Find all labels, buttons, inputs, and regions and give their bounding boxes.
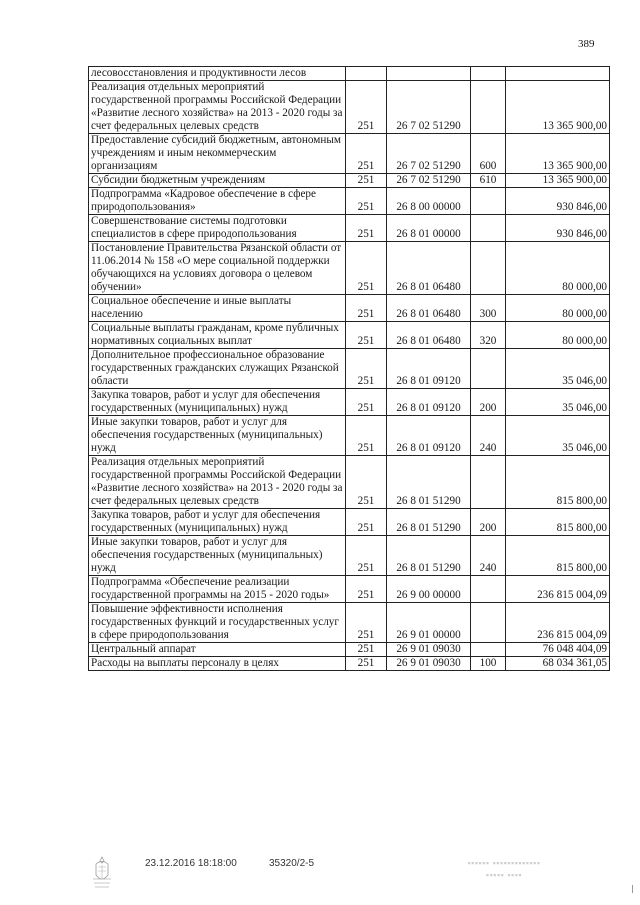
cell-csr: 26 8 01 51290: [387, 536, 471, 576]
cell-sum: 80 000,00: [506, 295, 610, 322]
table-row: [89, 509, 610, 536]
table-row: [89, 657, 610, 671]
cell-name: Субсидии бюджетным учреждениям: [89, 174, 346, 188]
cell-sum: 76 048 404,09: [506, 643, 610, 657]
cell-vr: [471, 576, 506, 603]
cell-sum: 35 046,00: [506, 349, 610, 389]
cell-vr: [471, 349, 506, 389]
cell-ved: 251: [346, 322, 387, 349]
table-row: [89, 456, 610, 509]
cell-sum: 13 365 900,00: [506, 174, 610, 188]
cell-sum: 236 815 004,09: [506, 576, 610, 603]
table-row: [89, 215, 610, 242]
footer-document-number: 35320/2-5: [269, 858, 315, 869]
cell-ved: [346, 67, 387, 81]
cell-csr: 26 9 01 00000: [387, 603, 471, 643]
table-row: [89, 603, 610, 643]
cell-vr: [471, 81, 506, 134]
cell-ved: 251: [346, 215, 387, 242]
page-number: 389: [578, 38, 595, 50]
cell-csr: 26 9 01 09030: [387, 657, 471, 671]
coat-of-arms-icon: [90, 855, 114, 889]
cell-csr: 26 8 01 00000: [387, 215, 471, 242]
cell-name: Расходы на выплаты персоналу в целях: [89, 657, 346, 671]
cell-sum: 68 034 361,05: [506, 657, 610, 671]
cell-vr: 610: [471, 174, 506, 188]
cell-csr: 26 7 02 51290: [387, 81, 471, 134]
cell-ved: 251: [346, 134, 387, 174]
cell-name: Дополнительное профессиональное образование государственных гражданских служащих Рязанской области: [89, 349, 346, 389]
cell-csr: 26 9 00 00000: [387, 576, 471, 603]
edge-mark: [632, 885, 633, 893]
cell-sum: 80 000,00: [506, 322, 610, 349]
cell-name: Постановление Правительства Рязанской области от 11.06.2014 № 158 «О мере социальной поддержки обучающихся на условиях договора о целевом обучении»: [89, 242, 346, 295]
table-row: [89, 576, 610, 603]
cell-ved: 251: [346, 81, 387, 134]
cell-csr: 26 7 02 51290: [387, 174, 471, 188]
budget-table: [88, 66, 610, 671]
cell-vr: 200: [471, 509, 506, 536]
cell-csr: 26 8 01 06480: [387, 242, 471, 295]
table-row: [89, 174, 610, 188]
faint-stamp-watermark: ▪▪▪▪▪▪ ▪▪▪▪▪▪▪▪▪▪▪▪▪ ▪▪▪▪▪ ▪▪▪▪: [467, 858, 541, 880]
table-row: [89, 643, 610, 657]
cell-ved: 251: [346, 509, 387, 536]
cell-csr: 26 7 02 51290: [387, 134, 471, 174]
cell-name: Закупка товаров, работ и услуг для обеспечения государственных (муниципальных) нужд: [89, 509, 346, 536]
cell-name: лесовосстановления и продуктивности лесов: [89, 67, 346, 81]
cell-ved: 251: [346, 536, 387, 576]
table-row: [89, 416, 610, 456]
table-row: [89, 134, 610, 174]
cell-name: Предоставление субсидий бюджетным, автономным учреждениям и иным некоммерческим организациям: [89, 134, 346, 174]
cell-sum: 13 365 900,00: [506, 81, 610, 134]
cell-csr: 26 8 01 09120: [387, 389, 471, 416]
table-row: [89, 322, 610, 349]
cell-csr: 26 8 01 09120: [387, 416, 471, 456]
cell-ved: 251: [346, 603, 387, 643]
table-body: [89, 67, 610, 671]
cell-ved: 251: [346, 456, 387, 509]
cell-sum: 815 800,00: [506, 536, 610, 576]
cell-vr: [471, 215, 506, 242]
table-row: [89, 81, 610, 134]
cell-vr: 320: [471, 322, 506, 349]
cell-name: Закупка товаров, работ и услуг для обеспечения государственных (муниципальных) нужд: [89, 389, 346, 416]
table-row: [89, 389, 610, 416]
cell-name: Иные закупки товаров, работ и услуг для обеспечения государственных (муниципальных) нужд: [89, 416, 346, 456]
cell-name: Подпрограмма «Обеспечение реализации государственной программы на 2015 - 2020 годы»: [89, 576, 346, 603]
cell-csr: 26 8 01 09120: [387, 349, 471, 389]
cell-ved: 251: [346, 643, 387, 657]
cell-sum: 80 000,00: [506, 242, 610, 295]
cell-name: Социальные выплаты гражданам, кроме публичных нормативных социальных выплат: [89, 322, 346, 349]
cell-sum: 815 800,00: [506, 456, 610, 509]
cell-ved: 251: [346, 242, 387, 295]
cell-ved: 251: [346, 188, 387, 215]
cell-sum: 236 815 004,09: [506, 603, 610, 643]
cell-csr: 26 8 00 00000: [387, 188, 471, 215]
cell-csr: [387, 67, 471, 81]
cell-name: Реализация отдельных мероприятий государственной программы Российской Федерации «Развитие лесного хозяйства» на 2013 - 2020 годы за счет федеральных целевых средств: [89, 456, 346, 509]
cell-vr: [471, 643, 506, 657]
cell-sum: 815 800,00: [506, 509, 610, 536]
cell-name: Повышение эффективности исполнения государственных функций и государственных услуг в сфере природопользования: [89, 603, 346, 643]
cell-vr: 240: [471, 416, 506, 456]
page-footer: [0, 855, 640, 895]
cell-vr: 300: [471, 295, 506, 322]
cell-csr: 26 8 01 06480: [387, 295, 471, 322]
cell-ved: 251: [346, 295, 387, 322]
table-row: [89, 295, 610, 322]
cell-name: Центральный аппарат: [89, 643, 346, 657]
table-row: [89, 242, 610, 295]
cell-ved: 251: [346, 389, 387, 416]
cell-ved: 251: [346, 174, 387, 188]
table-row: [89, 67, 610, 81]
table-row: [89, 536, 610, 576]
cell-sum: 35 046,00: [506, 416, 610, 456]
footer-date: 23.12.2016 18:18:00: [145, 858, 237, 869]
cell-csr: 26 8 01 51290: [387, 456, 471, 509]
cell-sum: [506, 67, 610, 81]
cell-vr: 240: [471, 536, 506, 576]
cell-ved: 251: [346, 576, 387, 603]
cell-name: Иные закупки товаров, работ и услуг для обеспечения государственных (муниципальных) нужд: [89, 536, 346, 576]
cell-sum: 930 846,00: [506, 215, 610, 242]
cell-csr: 26 8 01 06480: [387, 322, 471, 349]
cell-name: Реализация отдельных мероприятий государственной программы Российской Федерации «Развитие лесного хозяйства» на 2013 - 2020 годы за счет федеральных целевых средств: [89, 81, 346, 134]
cell-vr: [471, 603, 506, 643]
cell-sum: 35 046,00: [506, 389, 610, 416]
cell-name: Подпрограмма «Кадровое обеспечение в сфере природопользования»: [89, 188, 346, 215]
table-row: [89, 188, 610, 215]
cell-ved: 251: [346, 657, 387, 671]
cell-vr: [471, 456, 506, 509]
cell-sum: 13 365 900,00: [506, 134, 610, 174]
cell-name: Социальное обеспечение и иные выплаты населению: [89, 295, 346, 322]
cell-vr: 600: [471, 134, 506, 174]
cell-ved: 251: [346, 416, 387, 456]
cell-csr: 26 8 01 51290: [387, 509, 471, 536]
cell-vr: [471, 188, 506, 215]
cell-vr: [471, 242, 506, 295]
cell-vr: [471, 67, 506, 81]
cell-name: Совершенствование системы подготовки специалистов в сфере природопользования: [89, 215, 346, 242]
cell-sum: 930 846,00: [506, 188, 610, 215]
cell-ved: 251: [346, 349, 387, 389]
cell-vr: 200: [471, 389, 506, 416]
cell-vr: 100: [471, 657, 506, 671]
table-row: [89, 349, 610, 389]
cell-csr: 26 9 01 09030: [387, 643, 471, 657]
